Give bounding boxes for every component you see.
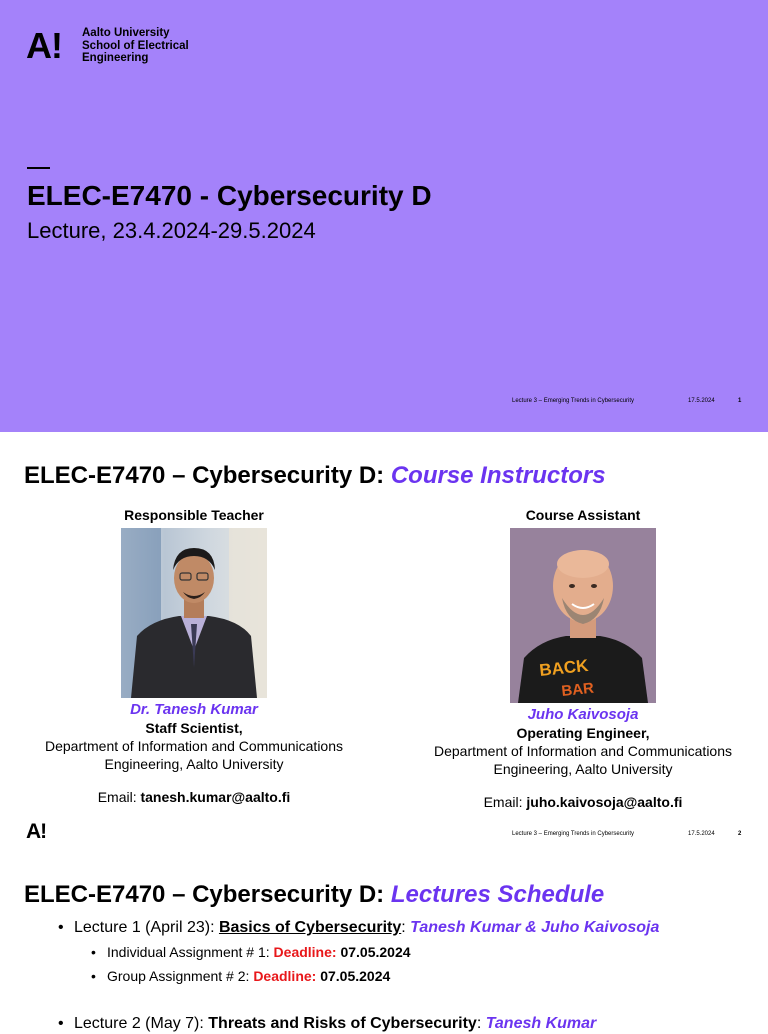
footer-date: 17.5.2024 [688,831,715,837]
bullet: • [91,968,96,984]
deadline-label: Deadline: [273,944,337,960]
list-item-assignment-2 [91,967,390,985]
lecture-sep: : [401,919,411,936]
assistant-email-label: Email: [483,794,527,810]
assistant-email[interactable]: juho.kaivosoja@aalto.fi [526,794,683,810]
lecture-label: Lecture 1 (April 23): [74,919,219,936]
heading-prefix: ELEC-E7470 – Cybersecurity D: [24,881,391,908]
aalto-logo: A! [26,25,62,66]
teacher-email-label: Email: [97,789,141,805]
svg-text:BACK: BACK [538,655,590,680]
footer-date: 17.5.2024 [688,398,715,404]
slide-title: ELEC-E7470 - Cybersecurity D [27,180,432,211]
teacher-email-row [20,788,368,806]
schedule-slide [0,852,768,1032]
lecture-sep: : [476,1015,486,1032]
assistant-role: Course Assistant [525,507,641,523]
footer-page: 2 [738,831,742,837]
lecture-instructors: Tanesh Kumar [485,1015,597,1032]
assistant-department-cont: Engineering, Aalto University [493,761,673,777]
lecture-topic: Threats and Risks of Cybersecurity [208,1015,477,1032]
deadline-date: 07.05.2024 [336,944,411,960]
teacher-photo-portrait [121,528,267,698]
teacher-email[interactable]: tanesh.kumar@aalto.fi [140,789,291,805]
instructors-slide [0,432,768,852]
slide-heading [24,462,606,490]
deadline-date: 07.05.2024 [316,968,391,984]
footer-lecture: Lecture 3 – Emerging Trends in Cybersecurity [512,398,635,404]
assistant-department: Department of Information and Communications [433,743,733,759]
slide-heading [24,881,604,909]
slide-subtitle: Lecture, 23.4.2024-29.5.2024 [27,218,316,243]
bullet: • [58,1015,64,1032]
teacher-role: Responsible Teacher [124,507,264,523]
bullet: • [58,919,64,936]
heading-accent: Course Instructors [390,462,606,489]
teacher-name: Dr. Tanesh Kumar [130,701,258,718]
svg-text:BAR: BAR [560,679,595,700]
assignment-label: Group Assignment # 2: [107,968,254,984]
heading-prefix: ELEC-E7470 – Cybersecurity D: [24,462,391,489]
title-dash [27,167,50,169]
university-name-line: School of Electrical [82,39,189,52]
teacher-department: Department of Information and Communications [44,738,344,754]
university-name-line: Engineering [82,52,149,64]
footer-page: 1 [738,398,742,404]
heading-accent: Lectures Schedule [390,881,605,908]
university-name [82,27,189,65]
aalto-logo-small: A! [26,820,47,843]
teacher-card [20,506,368,806]
list-item-lecture-1 [58,918,659,938]
lecture-label: Lecture 2 (May 7): [74,1015,209,1032]
teacher-department-cont: Engineering, Aalto University [104,756,284,772]
footer-lecture: Lecture 3 – Emerging Trends in Cybersecurity [512,831,635,837]
bullet: • [91,944,96,960]
assignment-label: Individual Assignment # 1: [107,944,274,960]
title-slide [0,0,768,432]
lecture-topic: Basics of Cybersecurity [218,919,402,936]
list-item-lecture-2 [58,1014,596,1034]
teacher-photo [121,528,267,698]
assistant-photo [510,528,656,703]
deadline-label: Deadline: [253,968,317,984]
university-name-line: Aalto University [82,27,170,39]
assistant-photo-portrait [510,528,656,703]
lecture-instructors: Tanesh Kumar & Juho Kaivosoja [410,919,660,936]
assistant-card [420,506,746,811]
assistant-email-row [420,793,746,811]
teacher-title: Staff Scientist, [145,720,243,736]
assistant-title: Operating Engineer, [516,725,650,741]
list-item-assignment-1 [91,943,411,961]
assistant-name: Juho Kaivosoja [527,706,639,723]
